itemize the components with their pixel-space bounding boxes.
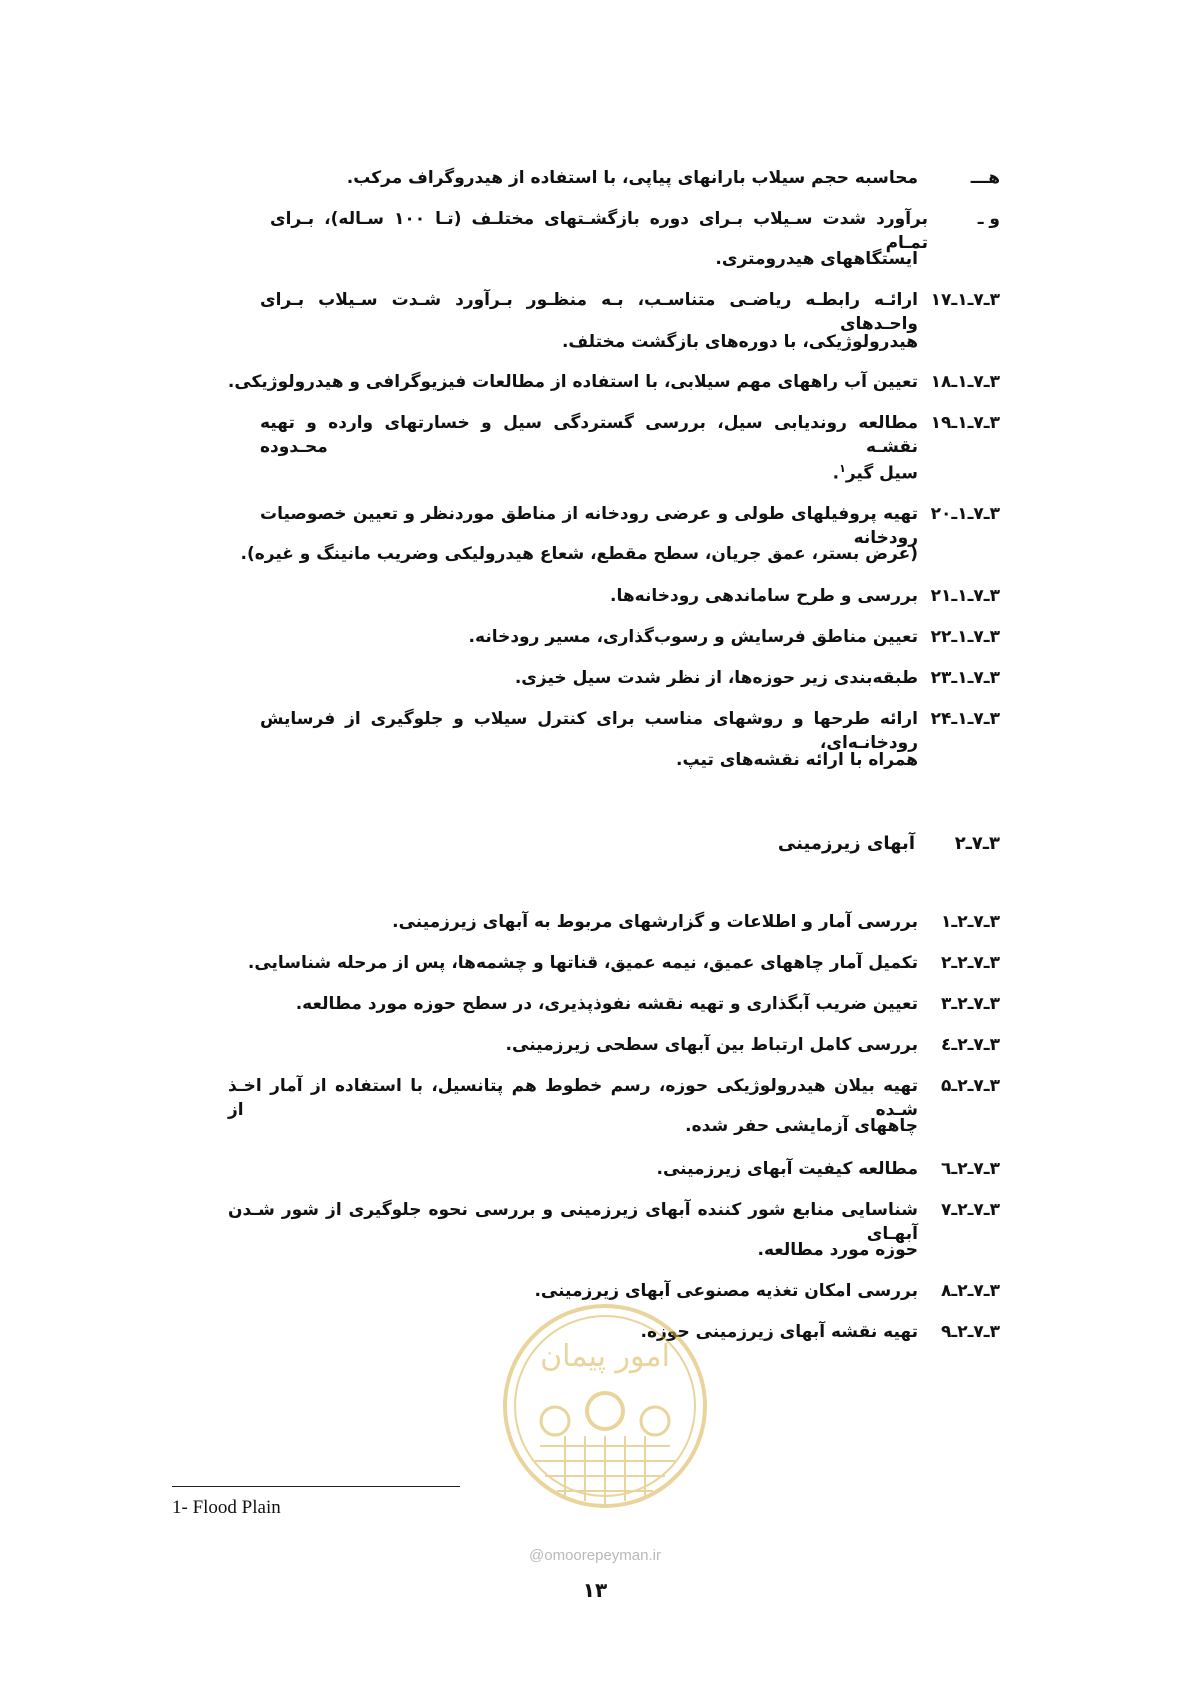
item-number: ۳ـ۷ـ۱ـ۱۹ (930, 413, 1000, 433)
footnote: 1- Flood Plain (172, 1497, 281, 1518)
item-text: بررسی کامل ارتباط بین آبهای سطحی زیرزمینی. (505, 1035, 918, 1055)
item-number: ۳ـ۷ـ۱ـ۲۱ (930, 586, 1000, 606)
item-number: ۳ـ۷ـ۲ـ۸ (941, 1281, 1000, 1301)
at-icon: @ (529, 1547, 545, 1564)
item-text: مطالعه روندیابی سیل، بررسی گستردگی سیل و خسارتهای وارده و تهیه نقشـه محـدوده (260, 413, 918, 457)
item-text: برآورد شدت سـیلاب بـرای دوره بازگشـتهای مختلـف (تـا ۱۰۰ سـاله)، بـرای تمـام (270, 209, 928, 253)
period: . (832, 463, 840, 484)
item-number: و ـ (977, 209, 1000, 229)
item-number: ۳ـ۷ـ۱ـ۲۲ (930, 627, 1000, 647)
item-text: ارائه طرحها و روشهای مناسب برای کنترل سیلاب و جلوگیری از فرسایش رودخانـه‌ای، (260, 709, 918, 753)
item-number: ۳ـ۷ـ۱ـ۱۷ (930, 290, 1000, 310)
item-text: طبقه‌بندی زیر حوزه‌ها، از نظر شدت سیل خیزی. (514, 668, 918, 688)
item-text: محاسبه حجم سیلاب بارانهای پیاپی، با استفاده از هیدروگراف مرکب. (346, 168, 918, 188)
item-number: ۳ـ۷ـ۱ـ۲۴ (930, 709, 1000, 729)
item-continuation: حوزه مورد مطالعه. (757, 1240, 918, 1260)
item-text: تعیین آب راههای مهم سیلابی، با استفاده از مطالعات فیزیوگرافی و هیدرولوژیکی. (227, 372, 918, 392)
item-text: تعیین مناطق فرسایش و رسوب‌گذاری، مسیر رودخانه. (468, 627, 918, 647)
item-continuation: (عرض بستر، عمق جریان، سطح مقطع، شعاع هیدرولیکی وضریب مانینگ و غیره). (240, 544, 918, 564)
item-number: ۳ـ۷ـ۲ـ٦ (941, 1159, 1000, 1179)
footnote-divider (172, 1486, 460, 1487)
item-continuation: همراه با ارائه نقشه‌های تیپ. (676, 750, 918, 770)
item-continuation (833, 457, 918, 486)
item-number: ۳ـ۷ـ۱ـ۲۰ (930, 504, 1000, 524)
item-number: ۳ـ۷ـ۱ـ۱۸ (930, 372, 1000, 392)
watermark-logo-text: امور پیمان (540, 1339, 670, 1374)
item-continuation-text: سیل گیر (845, 463, 918, 484)
item-text: تهیه پروفیلهای طولی و عرضی رودخانه از مناطق موردنظر و تعیین خصوصیات رودخانه (260, 504, 918, 548)
item-number: هـــ (970, 168, 1000, 188)
item-text: تکمیل آمار چاههای عمیق، نیمه عمیق، قناتها و چشمه‌ها، پس از مرحله شناسایی. (247, 953, 918, 973)
item-text: بررسی آمار و اطلاعات و گزارشهای مربوط به آبهای زیرزمینی. (392, 912, 918, 932)
item-number: ۳ـ۷ـ۲ـ٤ (941, 1035, 1000, 1055)
section-number: ۳ـ۷ـ۲ (954, 833, 1000, 854)
item-text: تهیه نقشه آبهای زیرزمینی حوزه. (640, 1322, 918, 1342)
item-text: تعیین ضریب آبگذاری و تهیه نقشه نفوذپذیری، در سطح حوزه مورد مطالعه. (295, 994, 918, 1014)
item-text: ارائـه رابطـه ریاضـی متناسـب، بـه منظـور بـرآورد شـدت سـیلاب بـرای واحـدهای (260, 290, 918, 334)
item-number: ۳ـ۷ـ۲ـ۷ (941, 1200, 1000, 1220)
item-text: بررسی و طرح ساماندهی رودخانه‌ها. (610, 586, 918, 606)
item-text: بررسی امکان تغذیه مصنوعی آبهای زیرزمینی. (534, 1281, 918, 1301)
item-text: مطالعه کیفیت آبهای زیرزمینی. (656, 1159, 918, 1179)
section-title: آبهای زیرزمینی (777, 833, 915, 854)
item-continuation: هیدرولوژیکی، با دوره‌های بازگشت مختلف. (561, 332, 918, 352)
item-continuation: چاههای آزمایشی حفر شده. (685, 1116, 918, 1136)
item-number: ۳ـ۷ـ۲ـ۵ (941, 1076, 1000, 1096)
item-number: ۳ـ۷ـ۲ـ۹ (941, 1322, 1000, 1342)
item-number: ۳ـ۷ـ۲ـ۳ (941, 994, 1000, 1014)
item-continuation: ایستگاههای هیدرومتری. (715, 249, 918, 269)
item-number: ۳ـ۷ـ۲ـ۱ (941, 912, 1000, 932)
page-number: ۱۳ (582, 1578, 608, 1602)
watermark-url-text: omoorepeyman.ir (544, 1547, 661, 1564)
item-text: تهیه بیلان هیدرولوژیکی حوزه، رسم خطوط هم پتانسیل، با استفاده از آمار اخـذ شـده از (228, 1076, 918, 1120)
watermark-logo (495, 1296, 715, 1526)
item-text: شناسایی منابع شور کننده آبهای زیرزمینی و بررسی نحوه جلوگیری از شور شـدن آبهـای (228, 1200, 918, 1244)
item-number: ۳ـ۷ـ۱ـ۲۳ (930, 668, 1000, 688)
footnote-reference: ۱ (839, 462, 846, 475)
list-item (347, 166, 1000, 190)
watermark-url (0, 1547, 1190, 1564)
item-number: ۳ـ۷ـ۲ـ۲ (941, 953, 1000, 973)
